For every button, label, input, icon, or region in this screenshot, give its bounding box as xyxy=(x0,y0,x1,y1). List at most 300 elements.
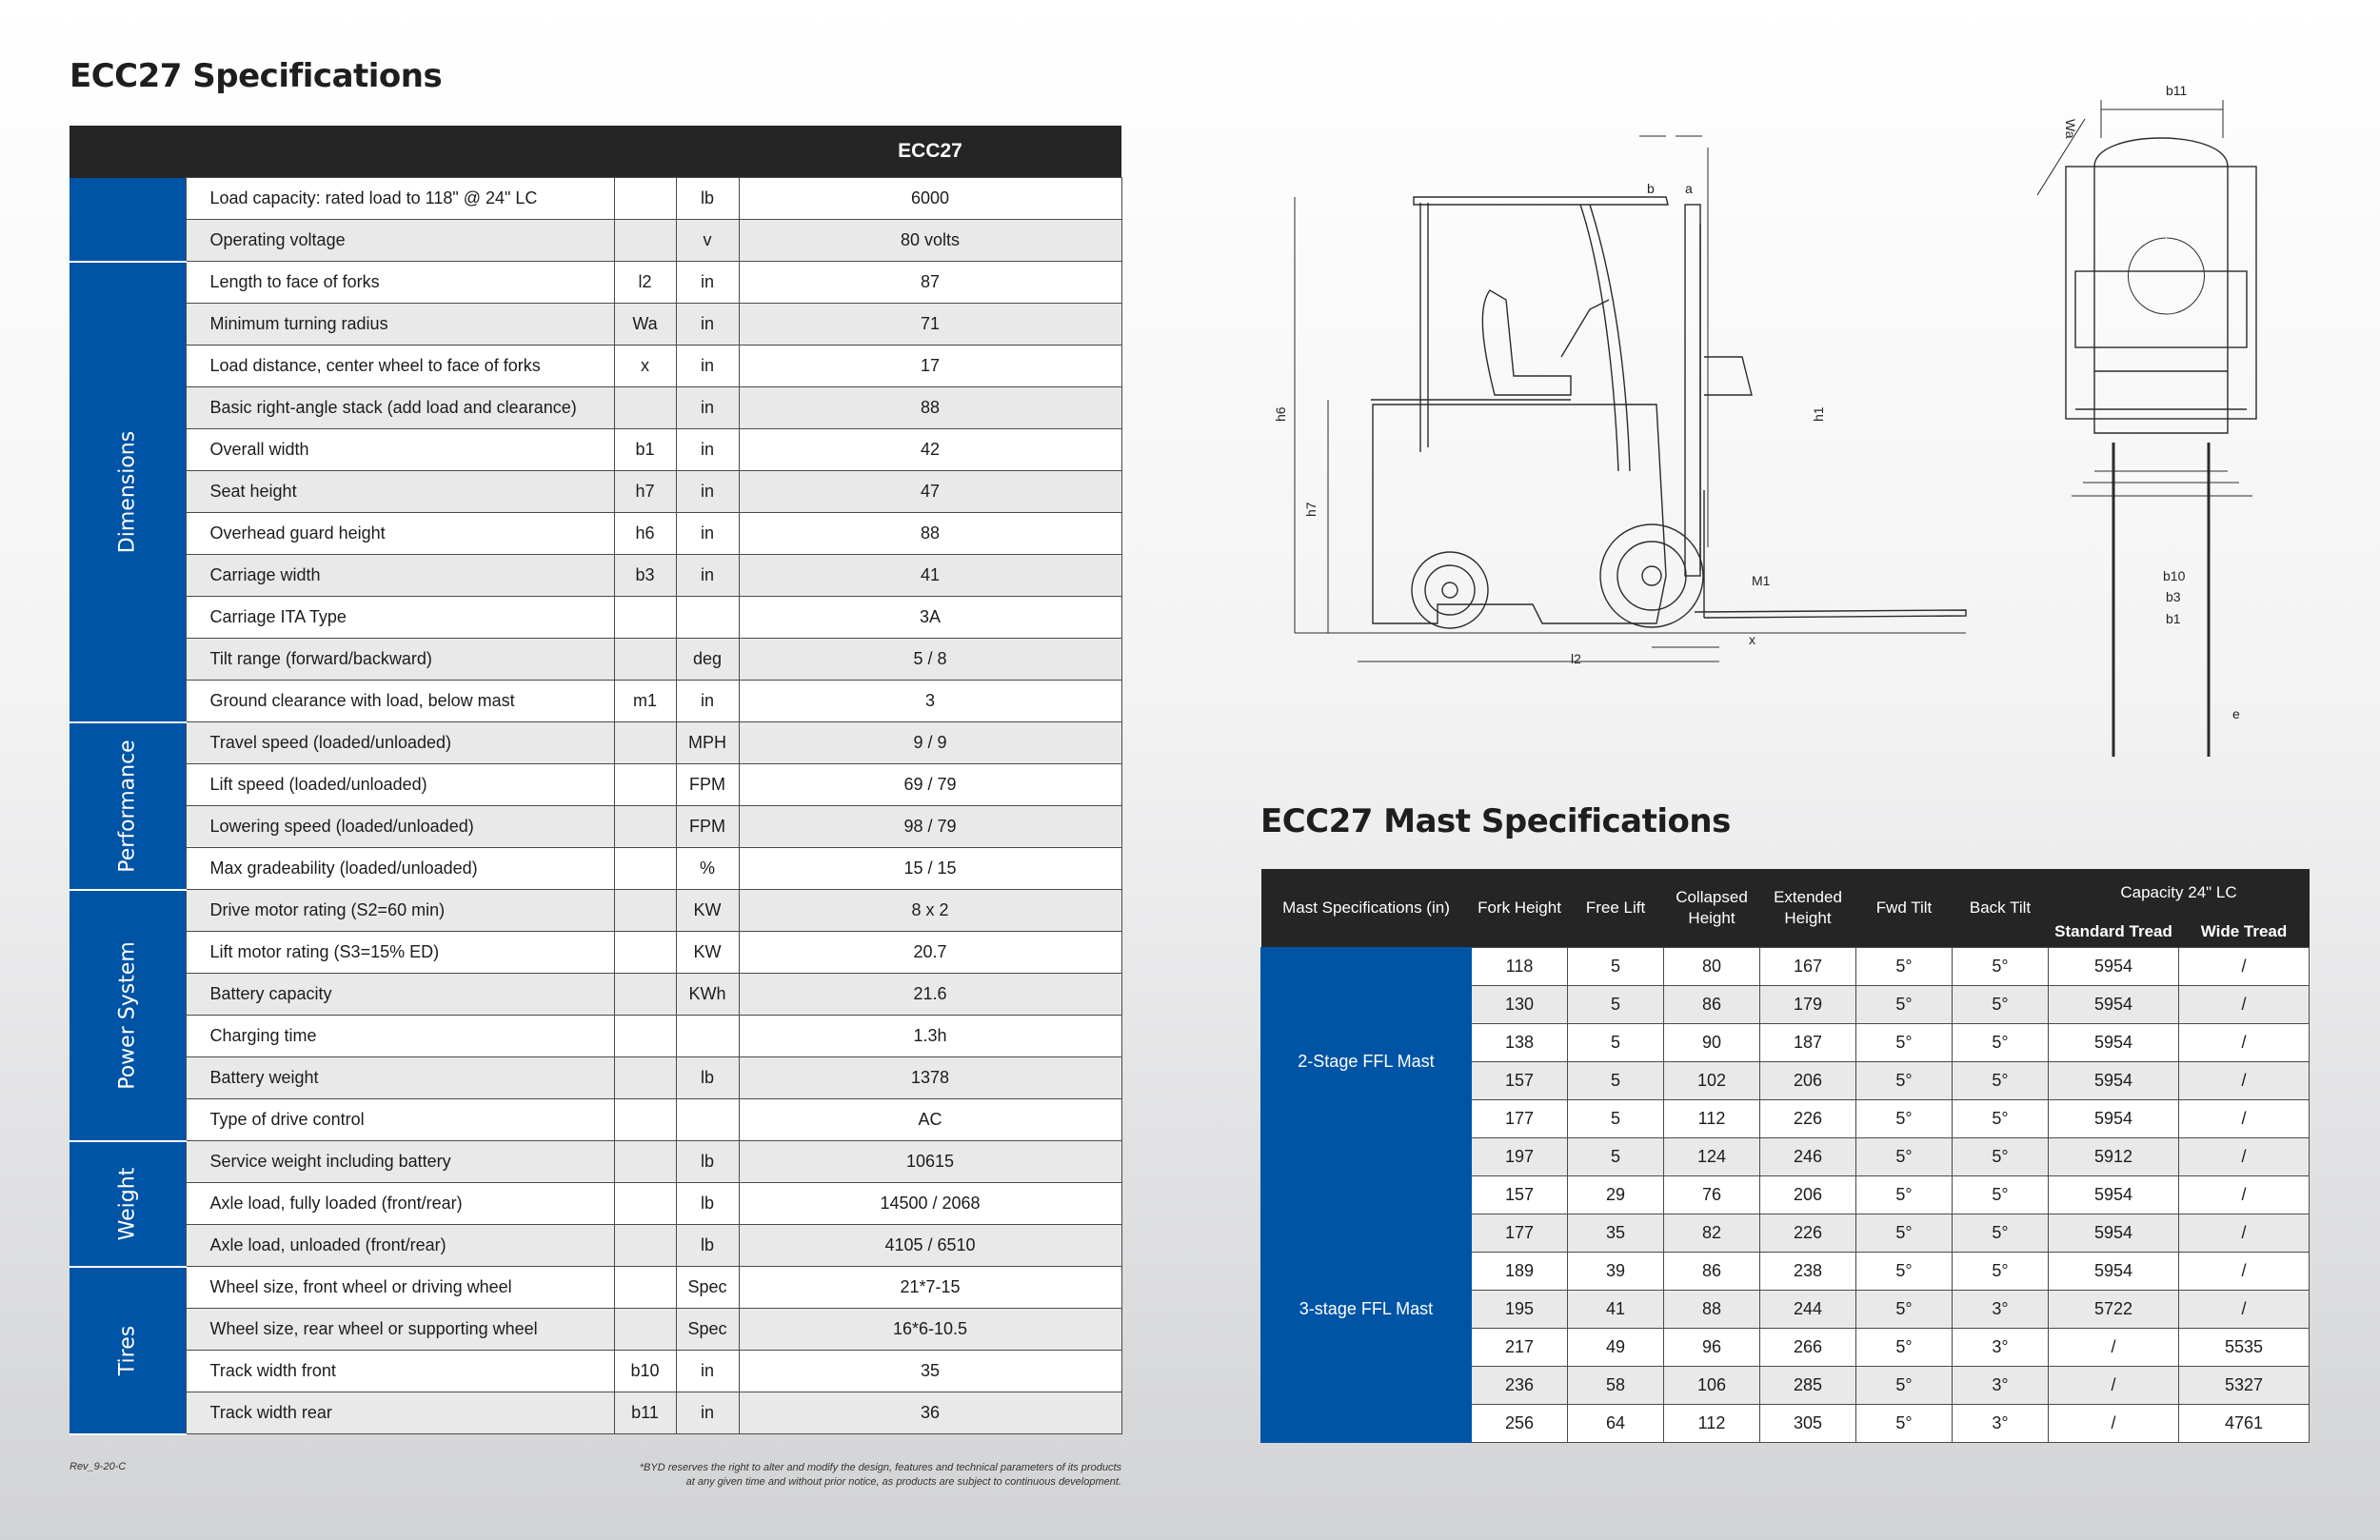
spec-symbol xyxy=(614,1309,676,1351)
dim-h7: h7 xyxy=(1303,502,1319,517)
spec-header-row xyxy=(69,126,1121,178)
spec-label: Type of drive control xyxy=(186,1099,614,1141)
spec-unit: KWh xyxy=(676,974,739,1016)
dim-M1: M1 xyxy=(1752,573,1771,588)
mast-cell: 29 xyxy=(1568,1176,1664,1214)
dim-b: b xyxy=(1647,181,1655,196)
disclaimer-line-2: at any given time and without prior notice, as products are subject to continuous development. xyxy=(685,1476,1121,1488)
spec-symbol xyxy=(614,1225,676,1267)
spec-value: 17 xyxy=(739,346,1121,387)
mast-cell: 80 xyxy=(1664,948,1760,986)
spec-unit: in xyxy=(676,387,739,429)
spec-label: Basic right-angle stack (add load and clearance) xyxy=(186,387,614,429)
mast-cell: 5 xyxy=(1568,1100,1664,1138)
spec-group-label: Tires xyxy=(69,1267,186,1434)
spec-unit: in xyxy=(676,346,739,387)
mast-cell: 5° xyxy=(1953,1214,2049,1253)
spec-value: 69 / 79 xyxy=(739,764,1121,806)
mast-cell: / xyxy=(2179,948,2310,986)
spec-row xyxy=(69,1099,1121,1141)
mast-cell: / xyxy=(2179,1176,2310,1214)
spec-value: 88 xyxy=(739,513,1121,555)
mast-cell: 5° xyxy=(1856,1100,1953,1138)
dim-l2: l2 xyxy=(1571,651,1581,666)
spec-value: 47 xyxy=(739,471,1121,513)
mast-cell: 5° xyxy=(1953,1062,2049,1100)
mast-cell: 305 xyxy=(1760,1405,1856,1443)
disclaimer-line-1: *BYD reserves the right to alter and modify the design, features and technical parameters of its products xyxy=(639,1462,1121,1473)
mast-cell: 177 xyxy=(1472,1100,1568,1138)
mast-cell: / xyxy=(2179,986,2310,1024)
mast-cell: / xyxy=(2179,1253,2310,1291)
mast-cell: / xyxy=(2179,1024,2310,1062)
spec-table xyxy=(69,126,1122,1435)
spec-row xyxy=(69,806,1121,848)
mast-cell: 5954 xyxy=(2049,1062,2179,1100)
mast-cell: 5327 xyxy=(2179,1367,2310,1405)
spec-symbol xyxy=(614,387,676,429)
mast-cell: 238 xyxy=(1760,1253,1856,1291)
spec-value: 88 xyxy=(739,387,1121,429)
spec-unit: in xyxy=(676,513,739,555)
spec-row xyxy=(69,220,1121,262)
spec-label: Load capacity: rated load to 118" @ 24" LC xyxy=(186,178,614,220)
mast-cell: / xyxy=(2179,1214,2310,1253)
spec-unit: in xyxy=(676,681,739,722)
mast-cell: 3° xyxy=(1953,1367,2049,1405)
spec-row xyxy=(69,974,1121,1016)
spec-label: Overhead guard height xyxy=(186,513,614,555)
spec-row xyxy=(69,1351,1121,1392)
mast-col-extended: Extended Height xyxy=(1760,869,1856,948)
mast-cell: / xyxy=(2179,1138,2310,1176)
mast-group-label: 2-Stage FFL Mast xyxy=(1261,948,1472,1176)
mast-cell: 39 xyxy=(1568,1253,1664,1291)
spec-unit: KW xyxy=(676,890,739,932)
mast-cell: / xyxy=(2049,1405,2179,1443)
spec-unit: FPM xyxy=(676,764,739,806)
dim-b10: b10 xyxy=(2163,568,2186,583)
spec-title: ECC27 Specifications xyxy=(69,57,443,95)
mast-cell: 5535 xyxy=(2179,1329,2310,1367)
spec-label: Travel speed (loaded/unloaded) xyxy=(186,722,614,764)
mast-cell: / xyxy=(2049,1329,2179,1367)
spec-label: Minimum turning radius xyxy=(186,304,614,346)
spec-label: Lift speed (loaded/unloaded) xyxy=(186,764,614,806)
spec-unit xyxy=(676,1016,739,1057)
mast-cell: 112 xyxy=(1664,1100,1760,1138)
spec-symbol xyxy=(614,1183,676,1225)
mast-cell: 157 xyxy=(1472,1062,1568,1100)
spec-label: Max gradeability (loaded/unloaded) xyxy=(186,848,614,890)
mast-cell: 76 xyxy=(1664,1176,1760,1214)
spec-unit: in xyxy=(676,429,739,471)
spec-group-label: Dimensions xyxy=(69,262,186,722)
spec-value: 1.3h xyxy=(739,1016,1121,1057)
spec-row xyxy=(69,848,1121,890)
mast-cell: 106 xyxy=(1664,1367,1760,1405)
forklift-dimension-drawing xyxy=(1257,71,2304,757)
mast-cell: 5954 xyxy=(2049,1176,2179,1214)
spec-symbol: b1 xyxy=(614,429,676,471)
spec-group-label xyxy=(69,178,186,262)
mast-cell: 5° xyxy=(1856,1138,1953,1176)
spec-symbol: b3 xyxy=(614,555,676,597)
mast-cell: 285 xyxy=(1760,1367,1856,1405)
mast-cell: 226 xyxy=(1760,1214,1856,1253)
mast-cell: 5° xyxy=(1856,1176,1953,1214)
spec-value: 36 xyxy=(739,1392,1121,1434)
mast-cell: 5° xyxy=(1856,1367,1953,1405)
dim-a: a xyxy=(1685,181,1693,196)
mast-cell: 3° xyxy=(1953,1291,2049,1329)
mast-cell: 3° xyxy=(1953,1329,2049,1367)
spec-row xyxy=(69,932,1121,974)
mast-col-wide: Wide Tread xyxy=(2179,917,2310,948)
spec-symbol xyxy=(614,974,676,1016)
spec-row xyxy=(69,1057,1121,1099)
spec-label: Service weight including battery xyxy=(186,1141,614,1183)
spec-row xyxy=(69,1141,1121,1183)
spec-label: Axle load, unloaded (front/rear) xyxy=(186,1225,614,1267)
dim-b1: b1 xyxy=(2166,611,2181,626)
spec-value: 9 / 9 xyxy=(739,722,1121,764)
mast-col-standard: Standard Tread xyxy=(2049,917,2179,948)
spec-row xyxy=(69,1309,1121,1351)
spec-unit: v xyxy=(676,220,739,262)
mast-cell: 246 xyxy=(1760,1138,1856,1176)
mast-cell: 5° xyxy=(1856,1329,1953,1367)
spec-unit: KW xyxy=(676,932,739,974)
spec-value: 41 xyxy=(739,555,1121,597)
spec-value: 21.6 xyxy=(739,974,1121,1016)
mast-col-back-tilt: Back Tilt xyxy=(1953,869,2049,948)
mast-cell: 5954 xyxy=(2049,986,2179,1024)
mast-cell: / xyxy=(2179,1100,2310,1138)
mast-cell: 90 xyxy=(1664,1024,1760,1062)
spec-symbol: b10 xyxy=(614,1351,676,1392)
mast-cell: 226 xyxy=(1760,1100,1856,1138)
side-view xyxy=(1295,136,1966,661)
mast-cell: 35 xyxy=(1568,1214,1664,1253)
spec-label: Drive motor rating (S2=60 min) xyxy=(186,890,614,932)
spec-value: 71 xyxy=(739,304,1121,346)
spec-symbol xyxy=(614,220,676,262)
mast-title: ECC27 Mast Specifications xyxy=(1260,802,1731,840)
spec-label: Length to face of forks xyxy=(186,262,614,304)
mast-cell: 5° xyxy=(1953,1176,2049,1214)
spec-label: Charging time xyxy=(186,1016,614,1057)
mast-col-collapsed: Collapsed Height xyxy=(1664,869,1760,948)
spec-unit: lb xyxy=(676,178,739,220)
mast-cell: 206 xyxy=(1760,1062,1856,1100)
spec-value: 35 xyxy=(739,1351,1121,1392)
spec-value: 16*6-10.5 xyxy=(739,1309,1121,1351)
spec-label: Operating voltage xyxy=(186,220,614,262)
spec-unit: lb xyxy=(676,1141,739,1183)
spec-label: Carriage ITA Type xyxy=(186,597,614,639)
mast-cell: 3° xyxy=(1953,1405,2049,1443)
spec-value: 4105 / 6510 xyxy=(739,1225,1121,1267)
mast-cell: 64 xyxy=(1568,1405,1664,1443)
spec-row xyxy=(69,890,1121,932)
spec-symbol xyxy=(614,806,676,848)
dim-b3: b3 xyxy=(2166,589,2181,604)
mast-cell: 5° xyxy=(1856,1291,1953,1329)
mast-cell: 179 xyxy=(1760,986,1856,1024)
spec-row xyxy=(69,304,1121,346)
spec-unit: lb xyxy=(676,1057,739,1099)
mast-cell: 112 xyxy=(1664,1405,1760,1443)
spec-symbol xyxy=(614,1267,676,1309)
spec-symbol: h6 xyxy=(614,513,676,555)
mast-cell: 5° xyxy=(1856,1062,1953,1100)
revision-note: Rev_9-20-C xyxy=(69,1461,127,1472)
spec-row xyxy=(69,262,1121,304)
spec-row xyxy=(69,764,1121,806)
spec-label: Track width front xyxy=(186,1351,614,1392)
spec-label: Overall width xyxy=(186,429,614,471)
mast-cell: 118 xyxy=(1472,948,1568,986)
spec-unit: Spec xyxy=(676,1309,739,1351)
spec-row xyxy=(69,429,1121,471)
mast-cell: 5° xyxy=(1856,986,1953,1024)
mast-cell: 5° xyxy=(1856,1024,1953,1062)
spec-symbol xyxy=(614,932,676,974)
spec-value: 15 / 15 xyxy=(739,848,1121,890)
spec-unit: Spec xyxy=(676,1267,739,1309)
mast-cell: 58 xyxy=(1568,1367,1664,1405)
spec-symbol xyxy=(614,890,676,932)
dim-h1: h1 xyxy=(1811,406,1826,422)
mast-cell: 49 xyxy=(1568,1329,1664,1367)
spec-row xyxy=(69,471,1121,513)
spec-value: 6000 xyxy=(739,178,1121,220)
spec-symbol xyxy=(614,848,676,890)
mast-col-fwd-tilt: Fwd Tilt xyxy=(1856,869,1953,948)
spec-unit: lb xyxy=(676,1225,739,1267)
spec-unit xyxy=(676,1099,739,1141)
mast-cell: 86 xyxy=(1664,986,1760,1024)
mast-table xyxy=(1260,869,2310,1443)
spec-label: Wheel size, rear wheel or supporting wheel xyxy=(186,1309,614,1351)
spec-symbol: Wa xyxy=(614,304,676,346)
spec-row xyxy=(69,513,1121,555)
spec-unit: in xyxy=(676,1392,739,1434)
spec-symbol xyxy=(614,639,676,681)
front-view xyxy=(2037,100,2256,757)
dim-b11: b11 xyxy=(2166,83,2188,98)
mast-cell: 5° xyxy=(1856,948,1953,986)
spec-row xyxy=(69,597,1121,639)
mast-cell: 167 xyxy=(1760,948,1856,986)
spec-label: Battery weight xyxy=(186,1057,614,1099)
spec-value: AC xyxy=(739,1099,1121,1141)
spec-unit: MPH xyxy=(676,722,739,764)
spec-group-label: Power System xyxy=(69,890,186,1141)
mast-cell: 96 xyxy=(1664,1329,1760,1367)
spec-label: Carriage width xyxy=(186,555,614,597)
spec-unit: % xyxy=(676,848,739,890)
spec-value: 3A xyxy=(739,597,1121,639)
spec-value: 20.7 xyxy=(739,932,1121,974)
mast-cell: 5° xyxy=(1953,1100,2049,1138)
mast-cell: 138 xyxy=(1472,1024,1568,1062)
dim-x: x xyxy=(1749,632,1755,647)
spec-row xyxy=(69,1183,1121,1225)
mast-cell: 217 xyxy=(1472,1329,1568,1367)
spec-row xyxy=(69,346,1121,387)
mast-cell: 86 xyxy=(1664,1253,1760,1291)
spec-label: Tilt range (forward/backward) xyxy=(186,639,614,681)
mast-col-spec: Mast Specifications (in) xyxy=(1261,869,1472,948)
spec-symbol xyxy=(614,722,676,764)
mast-cell: 5° xyxy=(1856,1214,1953,1253)
mast-cell: 236 xyxy=(1472,1367,1568,1405)
mast-cell: 5 xyxy=(1568,948,1664,986)
spec-unit: deg xyxy=(676,639,739,681)
spec-symbol: l2 xyxy=(614,262,676,304)
mast-cell: 5° xyxy=(1953,986,2049,1024)
spec-row xyxy=(69,387,1121,429)
mast-col-capacity: Capacity 24" LC xyxy=(2049,869,2310,917)
spec-unit: in xyxy=(676,471,739,513)
mast-cell: 5° xyxy=(1856,1405,1953,1443)
mast-cell: 5° xyxy=(1953,1253,2049,1291)
mast-cell: 5° xyxy=(1856,1253,1953,1291)
spec-model-header: ECC27 xyxy=(739,126,1121,178)
disclaimer xyxy=(640,1461,1121,1490)
mast-cell: 5722 xyxy=(2049,1291,2179,1329)
mast-cell: 244 xyxy=(1760,1291,1856,1329)
mast-group-label: 3-stage FFL Mast xyxy=(1261,1176,1472,1443)
spec-symbol: m1 xyxy=(614,681,676,722)
mast-cell: 5° xyxy=(1953,1024,2049,1062)
spec-value: 10615 xyxy=(739,1141,1121,1183)
mast-cell: 130 xyxy=(1472,986,1568,1024)
dim-Wa: Wa xyxy=(2063,119,2078,139)
spec-unit xyxy=(676,597,739,639)
spec-symbol xyxy=(614,1057,676,1099)
spec-value: 87 xyxy=(739,262,1121,304)
spec-label: Wheel size, front wheel or driving wheel xyxy=(186,1267,614,1309)
spec-row xyxy=(69,722,1121,764)
spec-symbol: h7 xyxy=(614,471,676,513)
spec-value: 21*7-15 xyxy=(739,1267,1121,1309)
spec-value: 14500 / 2068 xyxy=(739,1183,1121,1225)
mast-cell: 5954 xyxy=(2049,1214,2179,1253)
mast-row xyxy=(1261,948,2310,986)
spec-row xyxy=(69,639,1121,681)
spec-label: Axle load, fully loaded (front/rear) xyxy=(186,1183,614,1225)
mast-cell: 177 xyxy=(1472,1214,1568,1253)
spec-symbol xyxy=(614,1099,676,1141)
spec-symbol: b11 xyxy=(614,1392,676,1434)
spec-row xyxy=(69,555,1121,597)
spec-label: Battery capacity xyxy=(186,974,614,1016)
mast-cell: 5° xyxy=(1953,948,2049,986)
spec-group-label: Weight xyxy=(69,1141,186,1267)
mast-cell: / xyxy=(2049,1367,2179,1405)
mast-cell: 5 xyxy=(1568,1024,1664,1062)
spec-row xyxy=(69,1225,1121,1267)
spec-unit: in xyxy=(676,1351,739,1392)
spec-label: Load distance, center wheel to face of forks xyxy=(186,346,614,387)
spec-symbol xyxy=(614,1016,676,1057)
spec-unit: in xyxy=(676,304,739,346)
mast-cell: 88 xyxy=(1664,1291,1760,1329)
mast-cell: 206 xyxy=(1760,1176,1856,1214)
spec-group-label: Performance xyxy=(69,722,186,890)
mast-cell: 5 xyxy=(1568,1138,1664,1176)
spec-value: 5 / 8 xyxy=(739,639,1121,681)
spec-label: Lowering speed (loaded/unloaded) xyxy=(186,806,614,848)
spec-value: 98 / 79 xyxy=(739,806,1121,848)
mast-cell: 82 xyxy=(1664,1214,1760,1253)
mast-cell: 102 xyxy=(1664,1062,1760,1100)
mast-cell: / xyxy=(2179,1291,2310,1329)
mast-cell: 5 xyxy=(1568,1062,1664,1100)
mast-col-fork-height: Fork Height xyxy=(1472,869,1568,948)
mast-cell: 5954 xyxy=(2049,1024,2179,1062)
mast-cell: 266 xyxy=(1760,1329,1856,1367)
mast-cell: 4761 xyxy=(2179,1405,2310,1443)
spec-row xyxy=(69,1392,1121,1434)
spec-label: Ground clearance with load, below mast xyxy=(186,681,614,722)
spec-value: 42 xyxy=(739,429,1121,471)
spec-row xyxy=(69,1267,1121,1309)
spec-symbol xyxy=(614,1141,676,1183)
mast-cell: / xyxy=(2179,1062,2310,1100)
spec-value: 3 xyxy=(739,681,1121,722)
mast-col-free-lift: Free Lift xyxy=(1568,869,1664,948)
mast-cell: 5954 xyxy=(2049,948,2179,986)
spec-unit: FPM xyxy=(676,806,739,848)
spec-row xyxy=(69,178,1121,220)
spec-value: 1378 xyxy=(739,1057,1121,1099)
mast-cell: 124 xyxy=(1664,1138,1760,1176)
mast-cell: 157 xyxy=(1472,1176,1568,1214)
mast-cell: 5912 xyxy=(2049,1138,2179,1176)
spec-unit: in xyxy=(676,262,739,304)
mast-cell: 187 xyxy=(1760,1024,1856,1062)
mast-cell: 5° xyxy=(1953,1138,2049,1176)
spec-unit: in xyxy=(676,555,739,597)
spec-unit: lb xyxy=(676,1183,739,1225)
mast-cell: 5954 xyxy=(2049,1253,2179,1291)
dim-e: e xyxy=(2232,706,2240,721)
spec-value: 80 volts xyxy=(739,220,1121,262)
spec-symbol xyxy=(614,764,676,806)
mast-cell: 197 xyxy=(1472,1138,1568,1176)
spec-label: Track width rear xyxy=(186,1392,614,1434)
spec-symbol: x xyxy=(614,346,676,387)
spec-row xyxy=(69,681,1121,722)
mast-cell: 189 xyxy=(1472,1253,1568,1291)
mast-cell: 256 xyxy=(1472,1405,1568,1443)
mast-row xyxy=(1261,1176,2310,1214)
spec-symbol xyxy=(614,178,676,220)
spec-symbol xyxy=(614,597,676,639)
spec-value: 8 x 2 xyxy=(739,890,1121,932)
mast-cell: 5954 xyxy=(2049,1100,2179,1138)
spec-label: Seat height xyxy=(186,471,614,513)
mast-cell: 41 xyxy=(1568,1291,1664,1329)
mast-cell: 5 xyxy=(1568,986,1664,1024)
spec-label: Lift motor rating (S3=15% ED) xyxy=(186,932,614,974)
mast-cell: 195 xyxy=(1472,1291,1568,1329)
dim-h6: h6 xyxy=(1273,406,1288,422)
